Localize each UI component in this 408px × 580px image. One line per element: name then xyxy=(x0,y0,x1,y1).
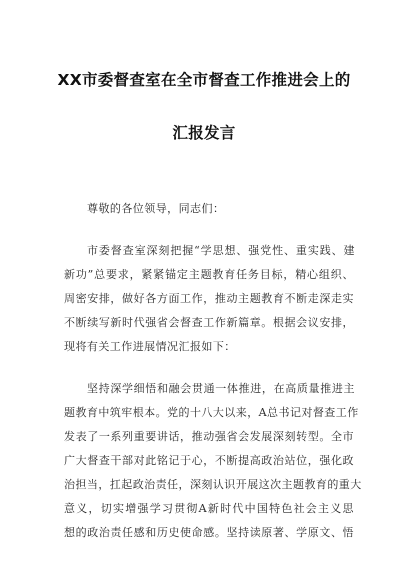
paragraph-1-line: 周密安排，做好各方面工作，推动主题教育不断走深走实 xyxy=(64,292,354,305)
paragraph-1-line: 市委督查室深刻把握“学思想、强党性、重实践、建 xyxy=(87,244,355,257)
paragraph-2-line: 广大督查干部对此铭记于心，不断提高政治站位，强化政 xyxy=(64,454,354,467)
paragraph-2-line: 想的政治责任感和历史使命感。坚持读原著、学原文、悟 xyxy=(64,526,354,539)
document-title-line-2: 汇报发言 xyxy=(172,124,236,142)
paragraph-1-line: 现将有关工作进展情况汇报如下： xyxy=(64,340,236,353)
salutation: 尊敬的各位领导，同志们： xyxy=(87,202,225,215)
document-title-line-1: XX市委督查室在全市督查工作推进会上的 xyxy=(57,71,351,89)
paragraph-2-line: 治担当，扛起政治责任，深刻认识开展这次主题教育的重大 xyxy=(64,478,362,491)
paragraph-2-line: 发表了一系列重要讲话，推动强省会发展深刻转型。全市 xyxy=(64,430,354,443)
paragraph-1-line: 新功”总要求，紧紧锚定主题教育任务目标，精心组织、 xyxy=(64,268,354,281)
paragraph-2-line: 题教育中筑牢根本。党的十八大以来，A总书记对督查工作 xyxy=(64,406,359,419)
paragraph-1-line: 不断续写新时代强省会督查工作新篇章。根据会议安排， xyxy=(64,316,354,329)
paragraph-2-line: 意义，切实增强学习贯彻A新时代中国特色社会主义思 xyxy=(64,502,354,515)
paragraph-2-line: 坚持深学细悟和融会贯通一体推进，在高质量推进主 xyxy=(87,382,355,395)
